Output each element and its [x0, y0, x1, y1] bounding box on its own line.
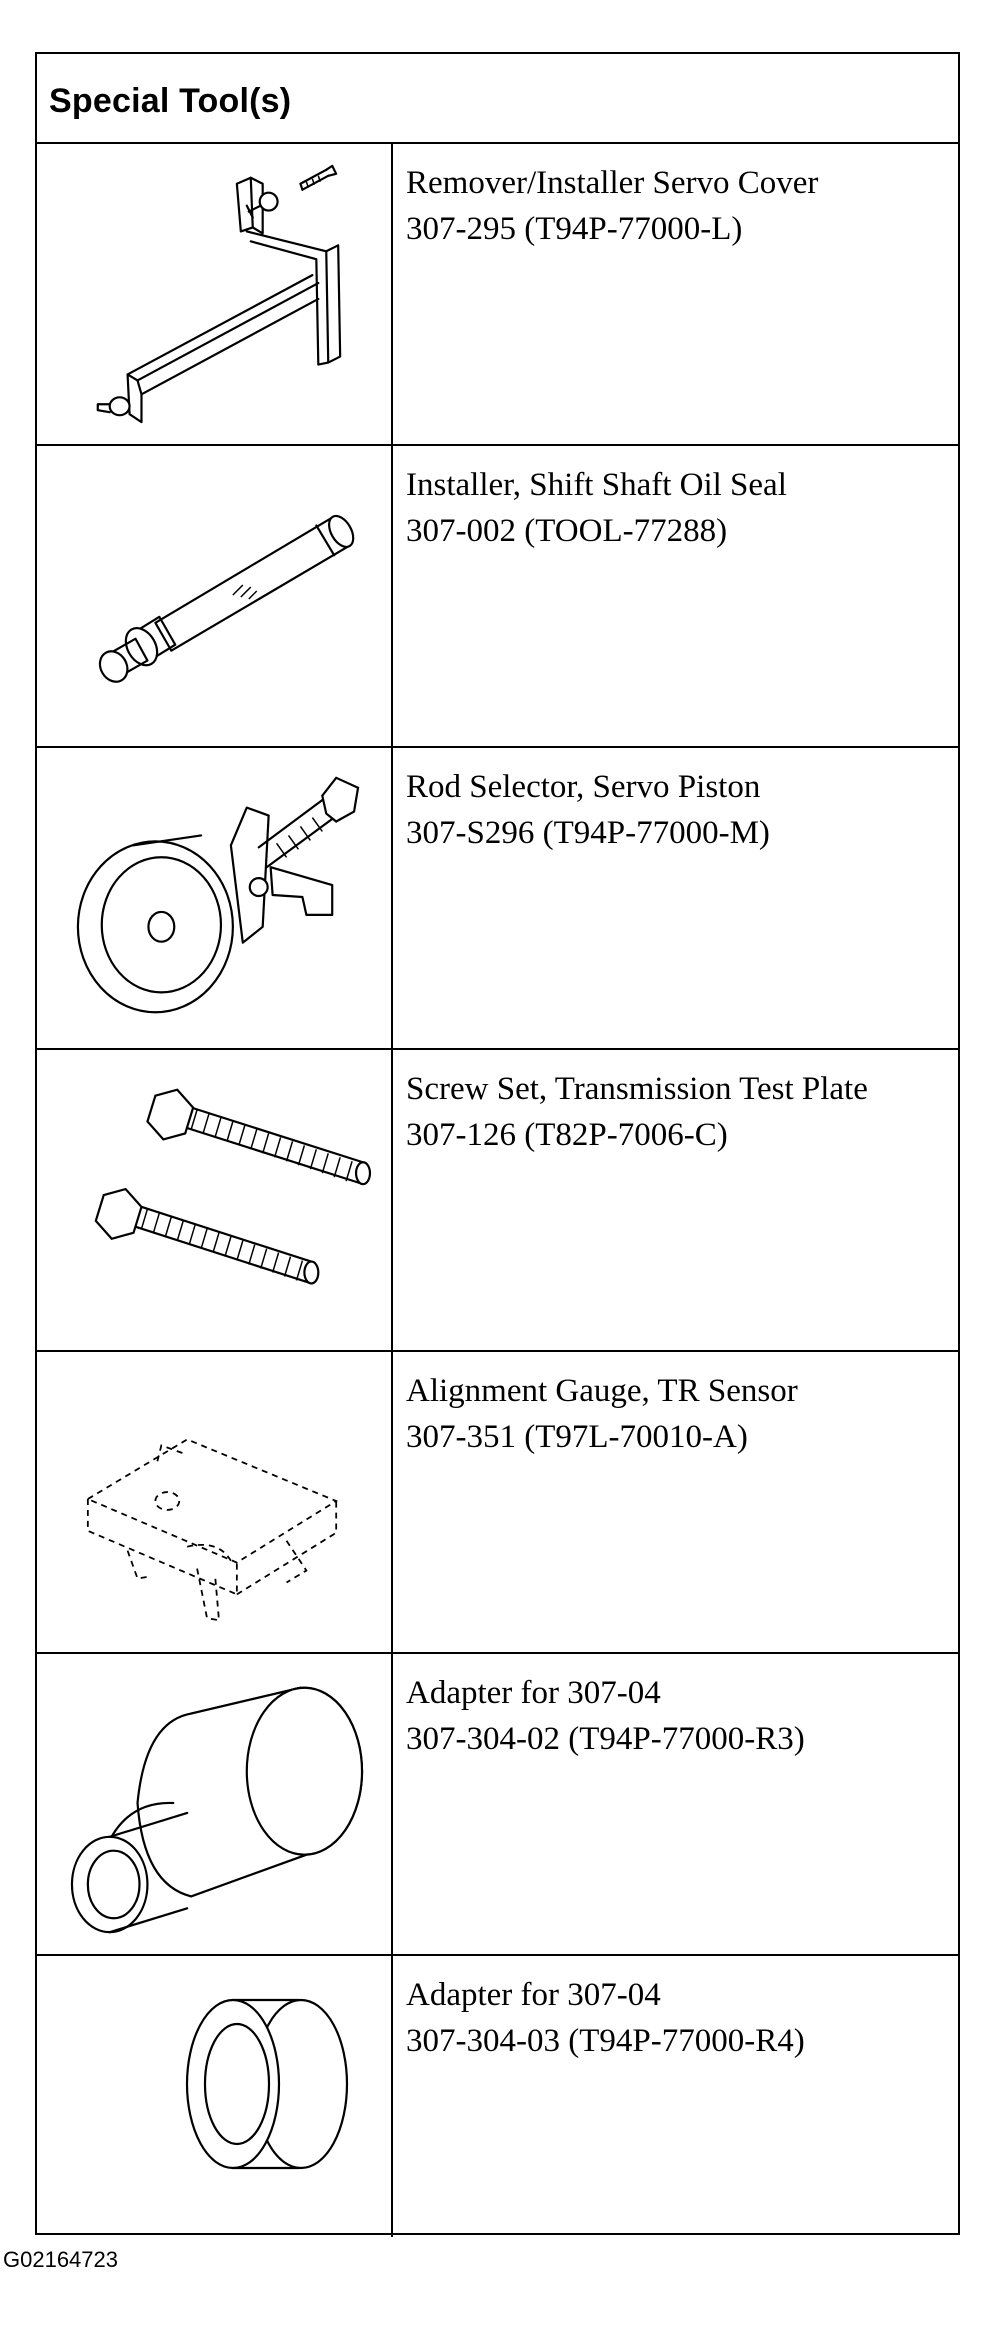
tool-part-number: 307-304-02 (T94P-77000-R3): [406, 1721, 805, 1757]
adapter-r3-illustration: [37, 1654, 393, 1954]
tool-part-number: 307-S296 (T94P-77000-M): [406, 815, 770, 851]
tool-description: [406, 1972, 946, 2064]
tool-image-cell: [37, 748, 393, 1048]
tool-image-cell: [37, 1050, 393, 1350]
tool-name: Rod Selector, Servo Piston: [406, 769, 761, 805]
test-plate-screw-set-illustration: [37, 1050, 393, 1350]
tool-description: [406, 1066, 946, 1158]
adapter-r4-illustration: [37, 1956, 393, 2237]
tool-part-number: 307-295 (T94P-77000-L): [406, 211, 743, 247]
tool-name: Screw Set, Transmission Test Plate: [406, 1071, 868, 1107]
tool-row: [37, 1050, 958, 1352]
tool-row: [37, 1352, 958, 1654]
tool-name: Installer, Shift Shaft Oil Seal: [406, 467, 787, 503]
tool-image-cell: [37, 144, 393, 444]
tool-name: Remover/Installer Servo Cover: [406, 165, 819, 201]
tool-name: Adapter for 307-04: [406, 1977, 661, 2013]
tr-sensor-alignment-gauge-illustration: [37, 1352, 393, 1652]
tool-image-cell: [37, 446, 393, 746]
tool-description: [406, 1368, 946, 1460]
shift-shaft-seal-installer-illustration: [37, 446, 393, 746]
tool-image-cell: [37, 1352, 393, 1652]
table-header: [37, 54, 958, 144]
servo-cover-remover-installer-illustration: [37, 144, 393, 444]
tool-part-number: 307-304-03 (T94P-77000-R4): [406, 2023, 805, 2059]
tool-row: [37, 1956, 958, 2237]
tool-part-number: 307-126 (T82P-7006-C): [406, 1117, 728, 1153]
table-title: Special Tool(s): [49, 82, 292, 120]
tool-description: [406, 764, 946, 856]
tool-name: Adapter for 307-04: [406, 1675, 661, 1711]
tool-part-number: 307-351 (T97L-70010-A): [406, 1419, 748, 1455]
tool-description: [406, 462, 946, 554]
tool-image-cell: [37, 1654, 393, 1954]
tool-row: [37, 446, 958, 748]
servo-piston-rod-selector-illustration: [37, 748, 393, 1048]
tool-name: Alignment Gauge, TR Sensor: [406, 1373, 798, 1409]
tool-row: [37, 748, 958, 1050]
tool-image-cell: [37, 1956, 393, 2237]
tool-description: [406, 1670, 946, 1762]
tool-part-number: 307-002 (TOOL-77288): [406, 513, 728, 549]
tool-description: [406, 160, 946, 252]
tool-row: [37, 1654, 958, 1956]
figure-code: G02164723: [3, 2247, 118, 2272]
tool-row: [37, 144, 958, 446]
special-tools-table: [35, 52, 960, 2235]
